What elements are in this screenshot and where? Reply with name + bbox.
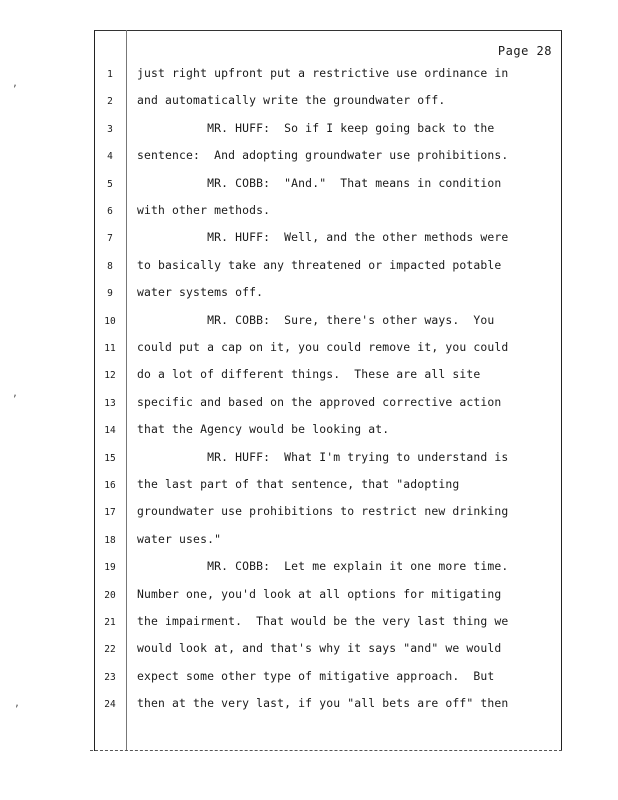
transcript-line <box>0 559 618 579</box>
line-number: 3 <box>107 123 113 135</box>
transcript-line <box>0 93 618 113</box>
line-text: the impairment. That would be the very last thing we <box>137 614 509 628</box>
page-bottom-edge <box>90 750 562 751</box>
line-number: 14 <box>104 425 116 437</box>
transcript-line <box>0 121 618 141</box>
transcript-line <box>0 148 618 168</box>
transcript-line <box>0 313 618 333</box>
line-text: water uses." <box>137 531 222 546</box>
line-number: 24 <box>104 699 116 711</box>
transcript-line <box>0 587 618 607</box>
transcript-line <box>0 422 618 442</box>
line-text: Number one, you'd look at all options for mitigating <box>137 586 502 601</box>
transcript-line <box>0 203 618 223</box>
transcript-line <box>0 669 618 689</box>
line-number: 18 <box>104 534 116 546</box>
line-text: that the Agency would be looking at. <box>137 422 390 437</box>
line-text: MR. HUFF: So if I keep going back to the <box>137 120 495 135</box>
transcript-line <box>0 367 618 387</box>
line-text: sentence: And adopting groundwater use prohibitions. <box>137 148 509 163</box>
line-number: 20 <box>104 589 116 601</box>
transcript-line <box>0 340 618 360</box>
line-number: 4 <box>107 151 113 163</box>
line-text: specific and based on the approved corrective action <box>137 394 502 409</box>
line-number: 15 <box>104 452 116 464</box>
line-text: the last part of that sentence, that "adopting <box>137 477 460 491</box>
line-number: 21 <box>104 617 116 628</box>
transcript-line <box>0 504 618 524</box>
line-number: 8 <box>107 260 113 272</box>
line-text: water systems off. <box>137 285 264 300</box>
transcript-line <box>0 641 618 661</box>
transcript-line <box>0 614 618 634</box>
transcript-line <box>0 532 618 552</box>
line-text: then at the very last, if you "all bets are off" then <box>137 696 509 711</box>
line-text: MR. HUFF: Well, and the other methods were <box>137 230 509 245</box>
transcript-line <box>0 477 618 497</box>
transcript-line <box>0 395 618 415</box>
line-number: 1 <box>107 69 113 80</box>
scan-artifact-mark: , <box>14 698 21 709</box>
transcript-line <box>0 258 618 278</box>
transcript-line <box>0 696 618 716</box>
line-text: do a lot of different things. These are all site <box>137 367 481 382</box>
line-text: with other methods. <box>137 203 271 217</box>
transcript-line <box>0 450 618 470</box>
line-text: MR. COBB: Sure, there's other ways. You <box>137 312 495 327</box>
transcript-line <box>0 285 618 305</box>
line-text: just right upfront put a restrictive use ordinance in <box>137 66 509 80</box>
line-number: 22 <box>104 644 116 656</box>
line-number: 17 <box>104 507 116 519</box>
line-number: 2 <box>107 96 113 108</box>
line-number: 5 <box>107 178 113 190</box>
scan-artifact-mark: , <box>12 78 19 89</box>
scan-artifact-mark: , <box>12 388 19 399</box>
line-text: could put a cap on it, you could remove it, you could <box>137 340 509 354</box>
line-number: 12 <box>104 370 116 382</box>
line-number: 9 <box>107 288 113 300</box>
line-number: 19 <box>104 562 116 574</box>
transcript-line <box>0 176 618 196</box>
line-number: 11 <box>104 343 116 354</box>
transcript-line <box>0 230 618 250</box>
transcript-line <box>0 66 618 86</box>
line-number: 10 <box>104 315 116 327</box>
line-number: 6 <box>107 206 113 217</box>
line-text: MR. HUFF: What I'm trying to understand is <box>137 449 509 464</box>
line-text: to basically take any threatened or impacted potable <box>137 257 502 272</box>
line-number: 16 <box>104 480 116 491</box>
line-number: 23 <box>104 671 116 683</box>
line-number: 13 <box>104 397 116 409</box>
line-text: would look at, and that's why it says "and" we would <box>137 641 502 656</box>
line-text: MR. COBB: Let me explain it one more time. <box>137 559 509 574</box>
line-number: 7 <box>107 233 113 245</box>
line-text: groundwater use prohibitions to restrict new drinking <box>137 504 509 519</box>
page-number: Page 28 <box>497 44 552 58</box>
line-text: MR. COBB: "And." That means in condition <box>137 175 502 190</box>
line-text: and automatically write the groundwater off. <box>137 93 446 108</box>
line-text: expect some other type of mitigative approach. But <box>137 668 495 683</box>
